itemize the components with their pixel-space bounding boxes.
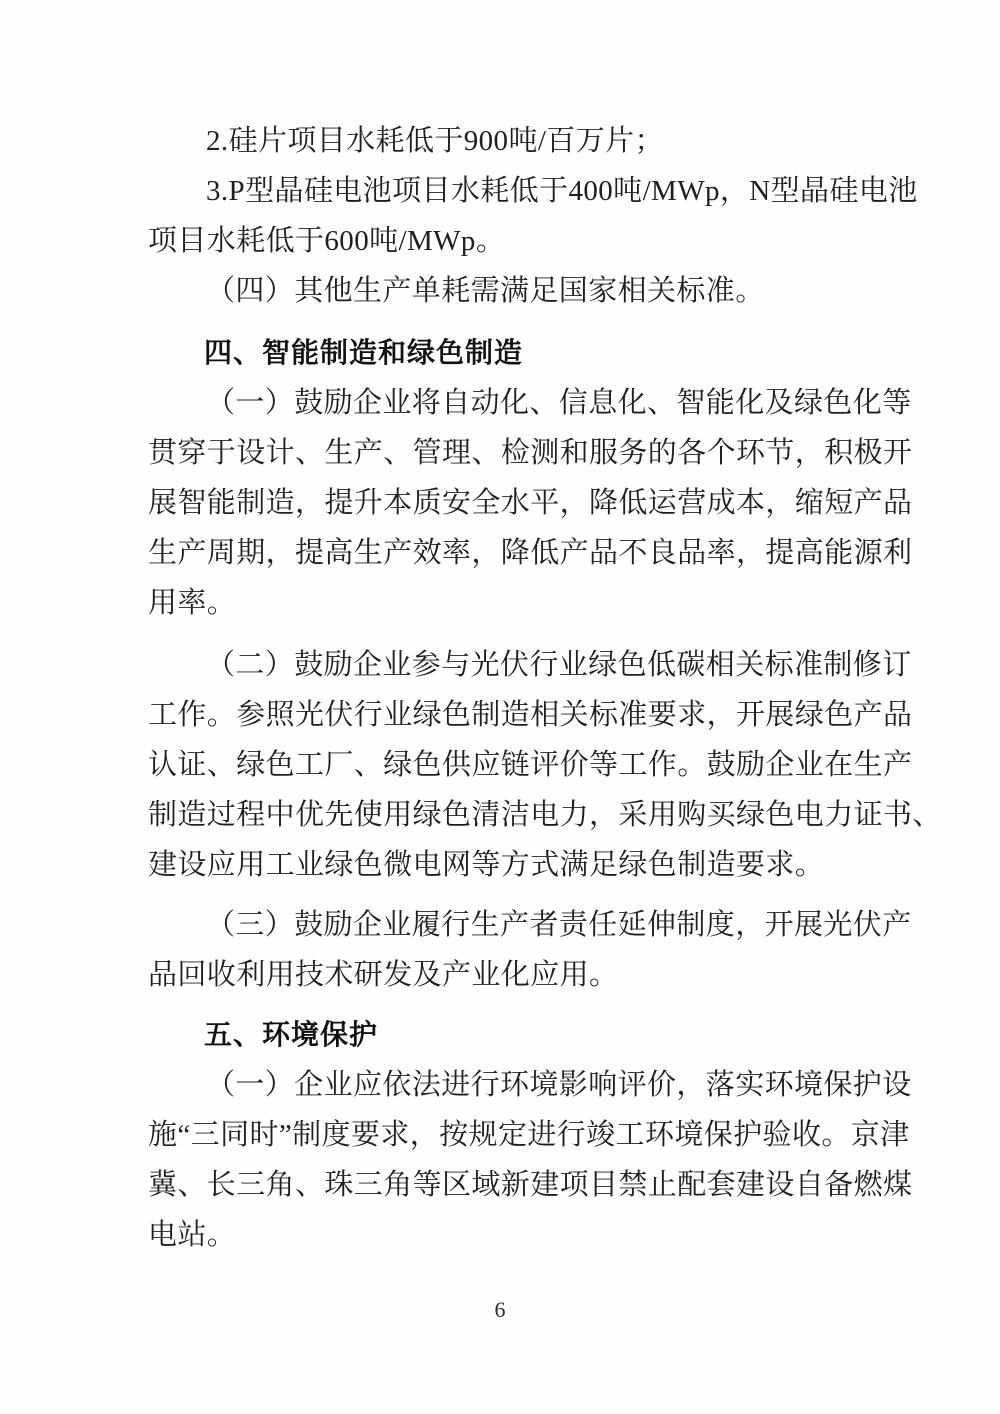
text-line: 制造过程中优先使用绿色清洁电力，采用购买绿色电力证书、 [148, 799, 942, 831]
text-line: 品回收利用技术研发及产业化应用。 [148, 959, 619, 991]
text-line: 3.P型晶硅电池项目水耗低于400吨/MWp，N型晶硅电池 [206, 175, 918, 207]
section-heading-environmental-protection [148, 1010, 860, 1060]
heading-text: 五、环境保护 [204, 1019, 379, 1050]
text-line: 贯穿于设计、生产、管理、检测和服务的各个环节，积极开 [148, 437, 913, 469]
paragraph-producer-responsibility [148, 900, 912, 1000]
text-line: （三）鼓励企业履行生产者责任延伸制度，开展光伏产 [206, 909, 912, 941]
text-line: （四）其他生产单耗需满足国家相关标准。 [206, 275, 765, 307]
list-item-water-wafer [148, 116, 860, 166]
text-line: 生产周期，提高生产效率，降低产品不良品率，提高能源利 [148, 537, 913, 569]
text-line: 电站。 [148, 1219, 237, 1251]
text-line: （一）鼓励企业将自动化、信息化、智能化及绿色化等 [206, 387, 912, 419]
text-line: 认证、绿色工厂、绿色供应链评价等工作。鼓励企业在生产 [148, 749, 913, 781]
text-line: 工作。参照光伏行业绿色制造相关标准要求，开展绿色产品 [148, 699, 913, 731]
text-line: 项目水耗低于600吨/MWp。 [148, 225, 506, 257]
list-item-water-cell [148, 166, 918, 266]
paragraph-smart-manufacturing [148, 378, 913, 628]
page-number: 6 [494, 1297, 506, 1322]
paragraph-environmental-impact [148, 1060, 913, 1260]
text-line: （二）鼓励企业参与光伏行业绿色低碳相关标准制修订 [206, 649, 912, 681]
paragraph-green-standards [148, 640, 942, 890]
text-line: 施“三同时”制度要求，按规定进行竣工环境保护验收。京津 [148, 1119, 910, 1151]
heading-text: 四、智能制造和绿色制造 [204, 337, 524, 368]
text-line: 冀、长三角、珠三角等区域新建项目禁止配套建设自备燃煤 [148, 1169, 913, 1201]
section-heading-smart-green-manufacturing [148, 328, 860, 378]
text-line: 用率。 [148, 587, 237, 619]
text-line: 2.硅片项目水耗低于900吨/百万片； [206, 125, 664, 157]
text-line: 建设应用工业绿色微电网等方式满足绿色制造要求。 [148, 849, 825, 881]
text-line: （一）企业应依法进行环境影响评价，落实环境保护设 [206, 1069, 912, 1101]
text-line: 展智能制造，提升本质安全水平，降低运营成本，缩短产品 [148, 487, 913, 519]
paragraph-item-four [148, 266, 860, 316]
document-content [148, 116, 942, 1260]
